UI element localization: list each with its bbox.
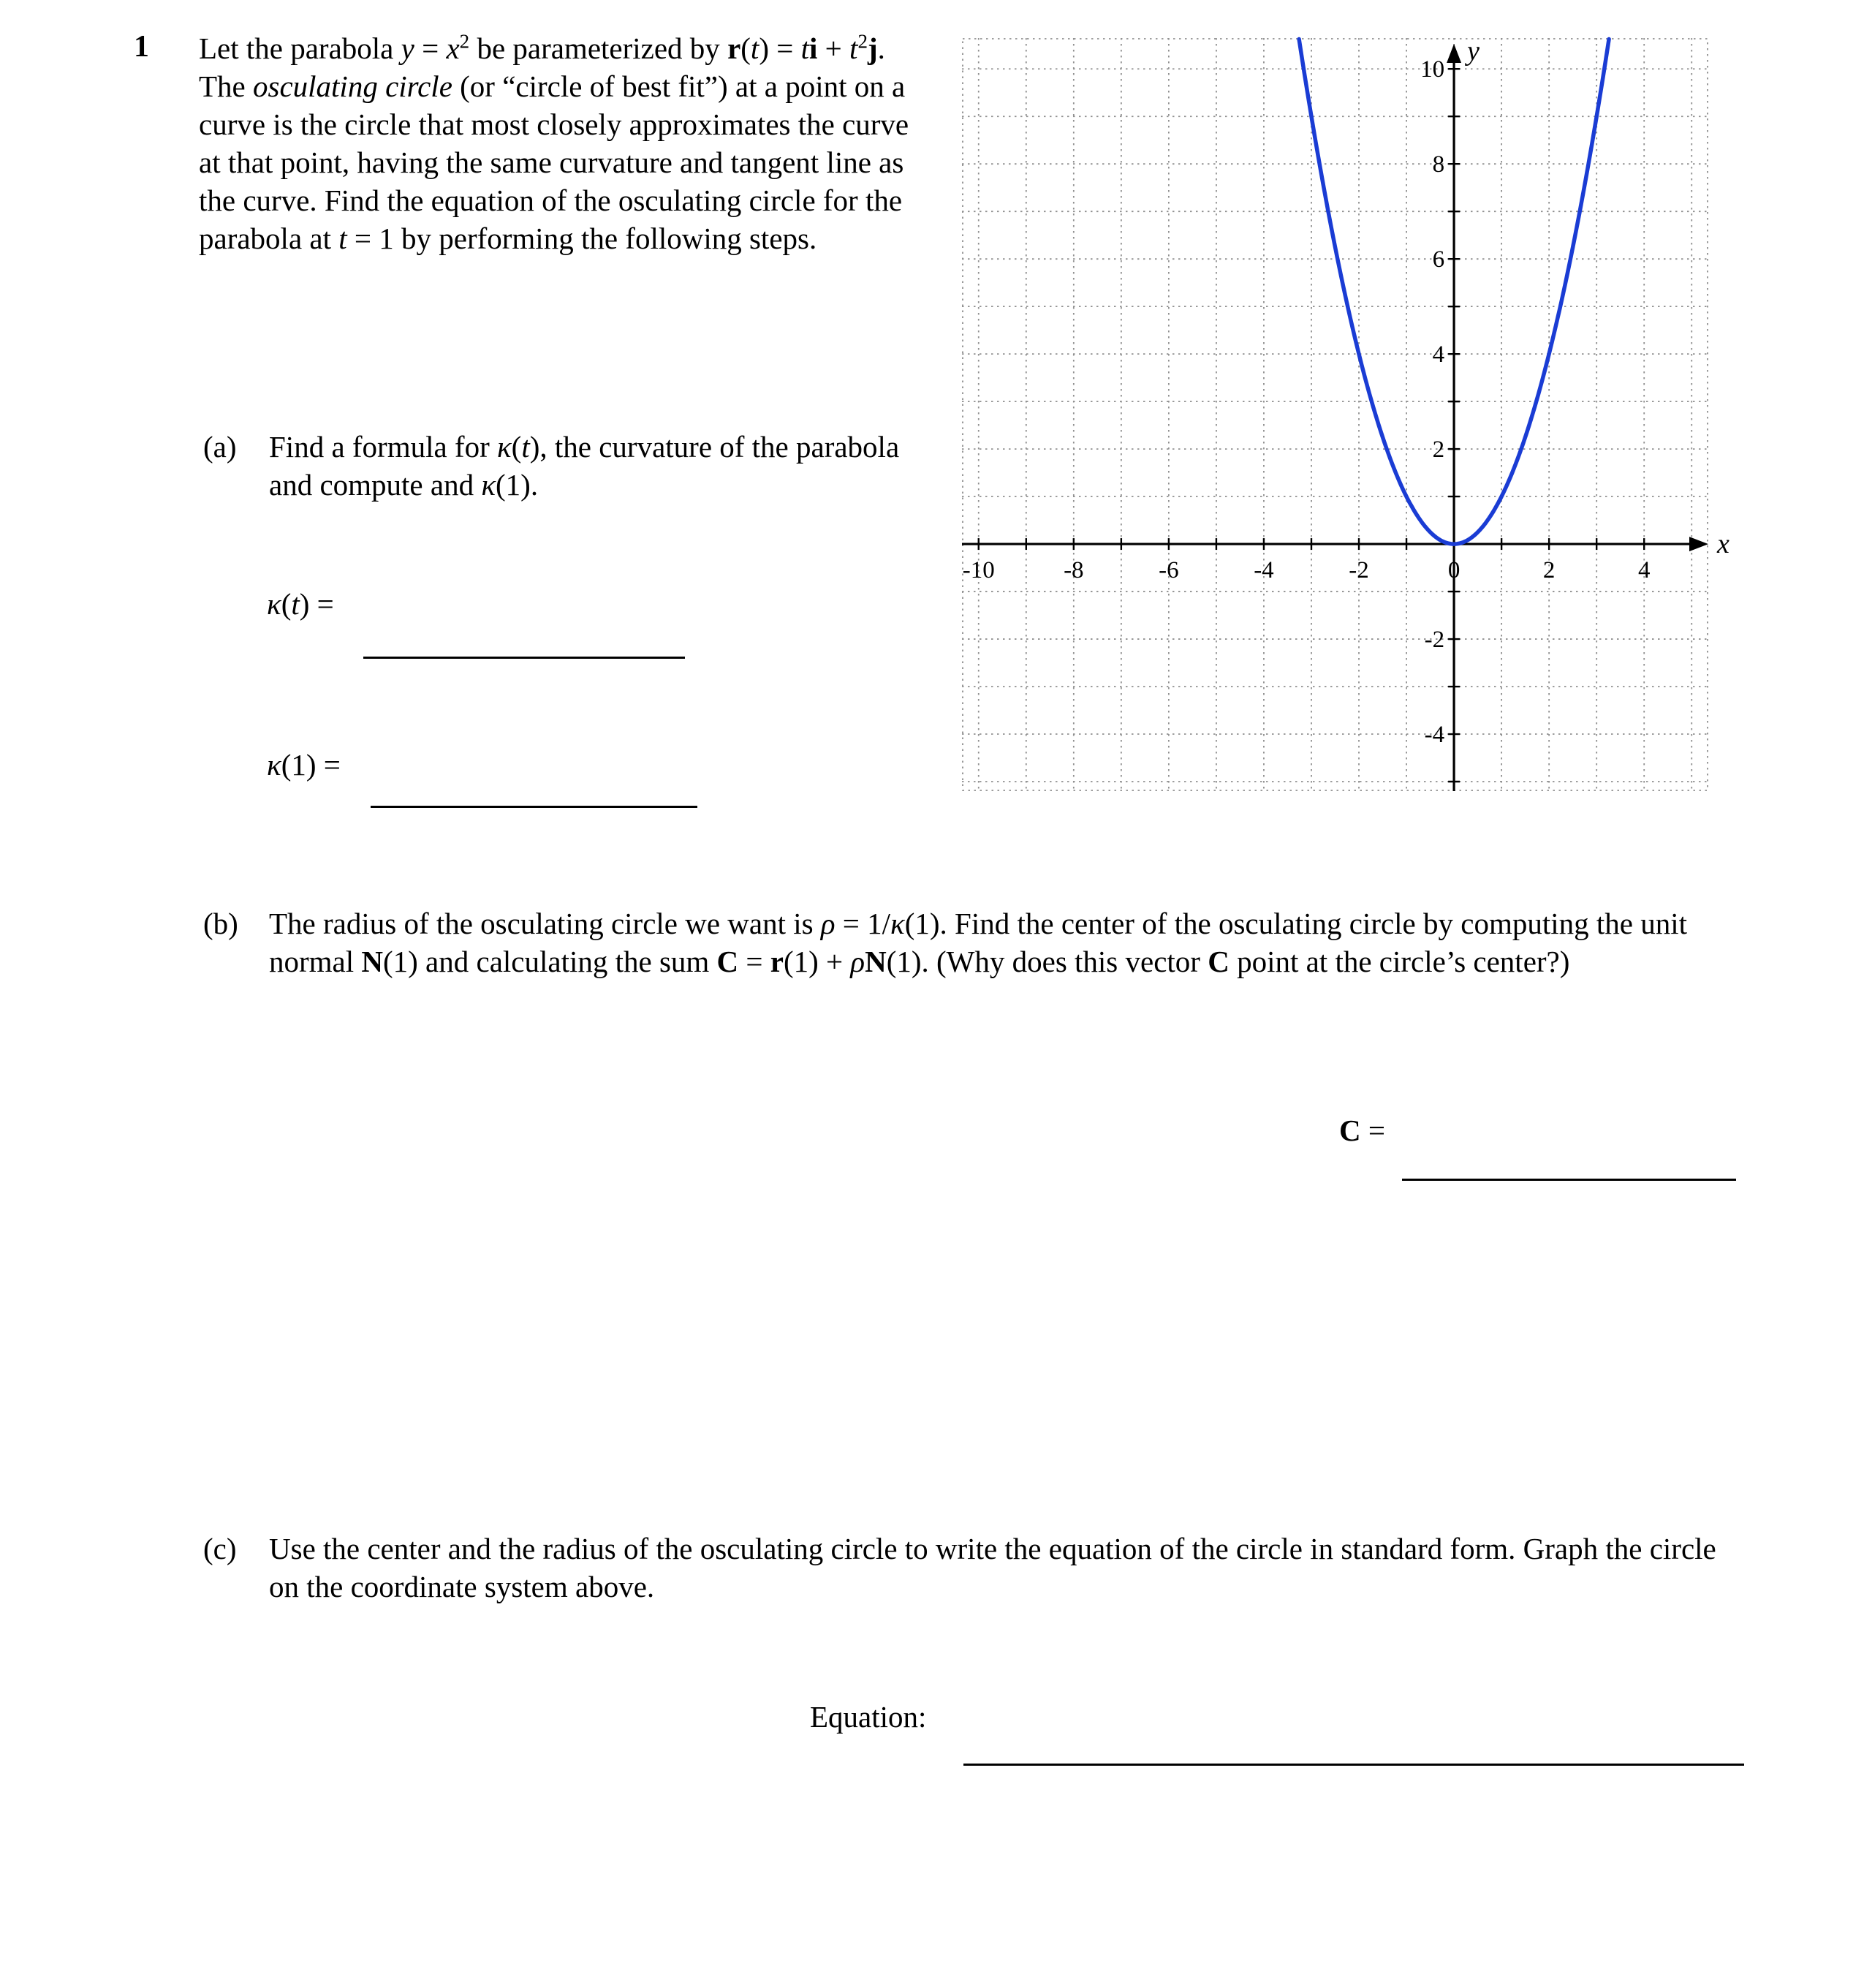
problem-number: 1 (134, 30, 149, 64)
equation-label: Equation: (810, 1700, 927, 1734)
part-a-label: (a) (203, 430, 237, 464)
problem-statement: Let the parabola $y = x^2$ be parameterized by r(t) = ti + $t^2j$. The osculating circle (or “circle of best fit”) at a point on a curve is the circle that most closely approximates the curve at that point, having the same curvature and tangent line as the curve. Find the equation of the osculating circle for the parabola at t = 1 by performing the following steps. (199, 30, 909, 255)
part-b-text: The radius of the osculating circle we want is ρ = 1/κ(1). Find the center of the osculating circle by computing the unit normal N(1) and calculating the sum C = r(1) + ρN(1). (Why does this vector C point at the circle’s center?) (269, 907, 1687, 978)
part-b-label: (b) (203, 907, 238, 940)
grid-lines (962, 38, 1708, 791)
svg-text:-4: -4 (1424, 722, 1445, 749)
kappa-1-answer-blank (371, 806, 697, 808)
x-axis-label: x (1717, 529, 1729, 560)
svg-text:4: 4 (1637, 557, 1651, 584)
tick-labels (963, 56, 1651, 748)
part-a-text: Find a formula for κ(t), the curvature of the parabola and compute and κ(1). (269, 430, 900, 502)
kappa-t-label: κ(t) = (267, 587, 334, 621)
kappa-t-answer-blank (363, 657, 685, 659)
equation-answer-blank (963, 1764, 1744, 1766)
svg-text:0: 0 (1447, 557, 1460, 584)
kappa-1-label: κ(1) = (267, 748, 341, 782)
svg-text:-6: -6 (1159, 557, 1179, 584)
svg-text:2: 2 (1542, 557, 1556, 584)
axis-arrowheads (1447, 44, 1708, 551)
svg-text:-4: -4 (1254, 557, 1274, 584)
svg-text:-2: -2 (1424, 627, 1445, 654)
coordinate-plane (962, 34, 1755, 795)
svg-text:10: 10 (1420, 56, 1445, 83)
svg-text:6: 6 (1432, 246, 1445, 273)
part-c-label: (c) (203, 1532, 237, 1565)
svg-text:-8: -8 (1064, 557, 1084, 584)
c-answer-blank (1402, 1179, 1736, 1181)
svg-text:8: 8 (1432, 151, 1445, 178)
svg-text:-2: -2 (1349, 557, 1369, 584)
parabola-graph (962, 34, 1755, 799)
part-c-text: Use the center and the radius of the osculating circle to write the equation of the circle in standard form. Graph the circle on the coordinate system above. (269, 1532, 1716, 1603)
svg-text:-10: -10 (962, 557, 995, 584)
y-axis-label: y (1467, 36, 1480, 67)
svg-text:2: 2 (1432, 436, 1445, 464)
svg-text:4: 4 (1432, 341, 1445, 369)
c-equals-label: C = (1339, 1114, 1385, 1147)
